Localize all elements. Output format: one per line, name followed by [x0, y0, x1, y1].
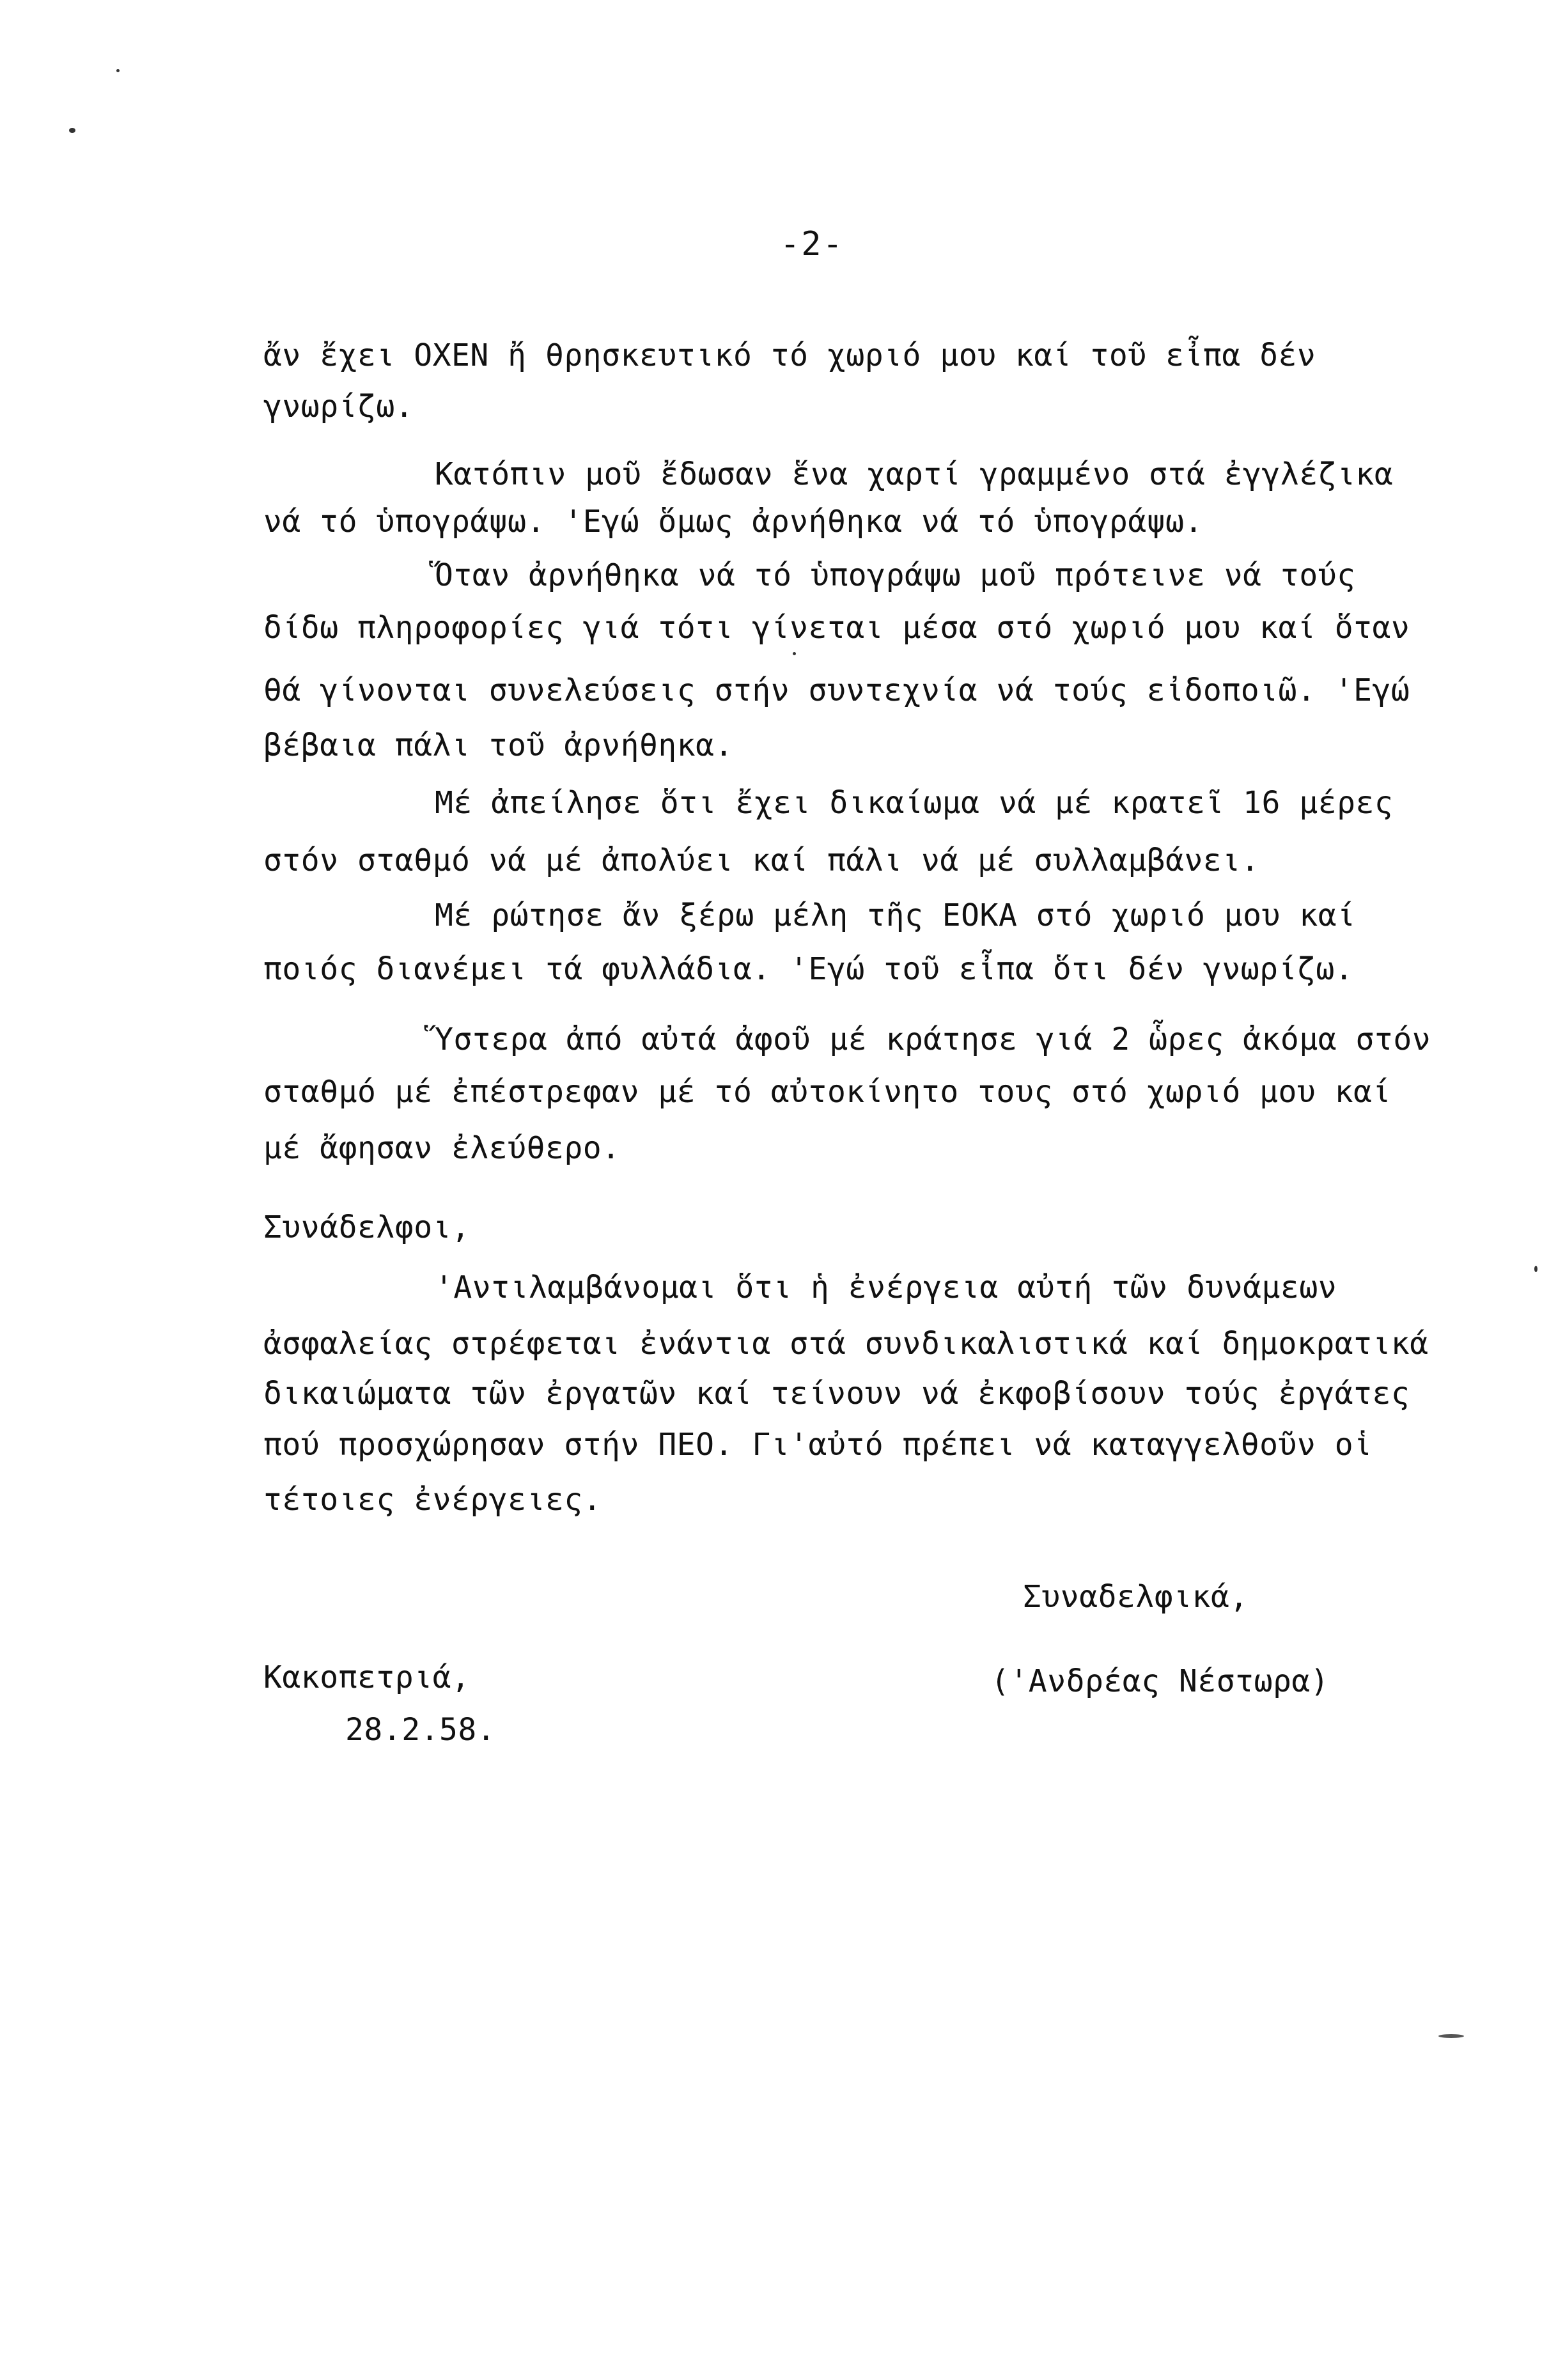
body-line: δικαιώματα τῶν ἐργατῶν καί τείνουν νά ἐκφοβίσουν τούς ἐργάτες	[263, 1376, 1410, 1412]
body-line: μέ ἄφησαν ἐλεύθερο.	[263, 1130, 621, 1166]
body-line: Μέ ρώτησε ἄν ξέρω μέλη τῆς ΕΟΚΑ στό χωριό μου καί	[435, 898, 1356, 933]
body-line: Μέ ἀπείλησε ὅτι ἔχει δικαίωμα νά μέ κρατεῖ 16 μέρες	[435, 785, 1394, 821]
body-line: βέβαια πάλι τοῦ ἀρνήθηκα.	[263, 727, 733, 763]
scan-speck	[116, 69, 120, 72]
closing: Συναδελφικά,	[1023, 1579, 1249, 1615]
body-line: σταθμό μέ ἐπέστρεφαν μέ τό αὐτοκίνητο τους στό χωριό μου καί	[263, 1074, 1391, 1110]
body-line: γνωρίζω.	[263, 389, 414, 424]
signatory: ('Ανδρέας Νέστωρα)	[991, 1663, 1330, 1699]
scan-speck	[69, 128, 75, 133]
date: 28.2.58.	[345, 1712, 496, 1748]
salutation: Συνάδελφοι,	[263, 1209, 471, 1245]
scan-speck	[1534, 1266, 1537, 1272]
body-line: θά γίνονται συνελεύσεις στήν συντεχνία νά τούς εἰδοποιῶ. 'Εγώ	[263, 673, 1410, 708]
body-line: τέτοιες ἐνέργειες.	[263, 1482, 602, 1518]
body-line: ἀσφαλείας στρέφεται ἐνάντια στά συνδικαλιστικά καί δημοκρατικά	[263, 1326, 1429, 1362]
body-line: Ὕστερα ἀπό αὐτά ἀφοῦ μέ κράτησε γιά 2 ὧρες ἀκόμα στόν	[435, 1022, 1431, 1057]
body-line: 'Αντιλαμβάνομαι ὅτι ἡ ἐνέργεια αὐτή τῶν δυνάμεων	[435, 1270, 1337, 1305]
body-line: δίδω πληροφορίες γιά τότι γίνεται μέσα στό χωριό μου καί ὅταν	[263, 610, 1410, 646]
body-line: Ὅταν ἀρνήθηκα νά τό ὑπογράψω μοῦ πρότεινε νά τούς	[435, 557, 1356, 593]
body-line: πού προσχώρησαν στήν ΠΕΟ. Γι'αὐτό πρέπει νά καταγγελθοῦν οἱ	[263, 1427, 1373, 1463]
scan-speck	[793, 652, 796, 655]
body-line: στόν σταθμό νά μέ ἀπολύει καί πάλι νά μέ συλλαμβάνει.	[263, 843, 1260, 878]
body-line: ποιός διανέμει τά φυλλάδια. 'Εγώ τοῦ εἶπα ὅτι δέν γνωρίζω.	[263, 951, 1354, 987]
place: Κακοπετριά,	[263, 1660, 471, 1695]
scan-speck	[1438, 2034, 1464, 2038]
body-line: ἄν ἔχει ΟΧΕΝ ἤ θρησκευτικό τό χωριό μου καί τοῦ εἶπα δέν	[263, 338, 1316, 373]
body-line: νά τό ὑπογράψω. 'Εγώ ὅμως ἀρνήθηκα νά τό ὑπογράψω.	[263, 504, 1203, 540]
page-number: -2-	[780, 225, 844, 263]
body-line: Κατόπιν μοῦ ἔδωσαν ἕνα χαρτί γραμμένο στά ἐγγλέζικα	[435, 456, 1394, 492]
